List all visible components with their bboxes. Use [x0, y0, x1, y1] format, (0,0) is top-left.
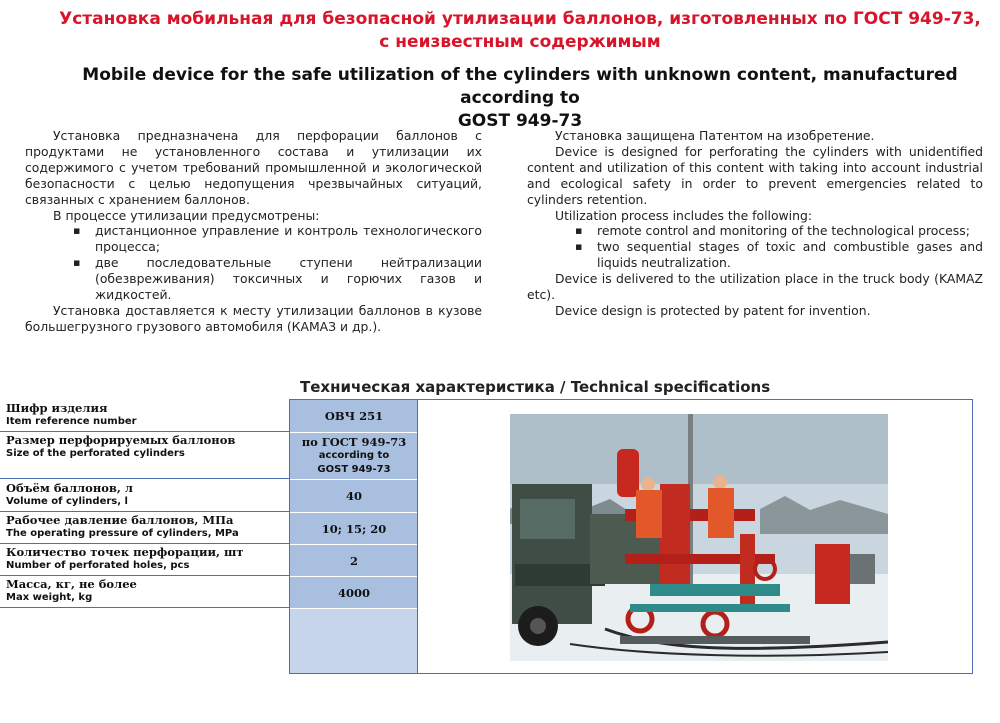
table-row: [0, 576, 289, 608]
description-ru-list: [25, 223, 482, 303]
photo-frame: [417, 399, 973, 674]
spec-value-cell: [290, 513, 418, 545]
spec-value-line3: GOST 949-73: [317, 464, 391, 475]
description-ru-p1: Установка предназначена для перфорации баллонов с продуктами не установленного состава и утилизации их содержимого с учетом требований промышленной и экологической безопасности с целью недопущения чрезвычайных ситуаций, связанных с хранением баллонов.: [25, 128, 482, 207]
specs-title: Техническая характеристика / Technical specifications: [300, 378, 771, 396]
list-item: ▪ две последовательные ступени нейтрализации (обезвреживания) токсичных и горючих газов и жидкостей.: [95, 255, 482, 303]
spec-label-en: Volume of cylinders, l: [6, 496, 128, 507]
list-item: ▪ дистанционное управление и контроль технологического процесса;: [95, 223, 482, 255]
title-ru: [0, 8, 1000, 54]
description-ru-p2: В процессе утилизации предусмотрены:: [53, 207, 320, 223]
spec-value: 40: [345, 489, 362, 503]
title-en: [40, 64, 1000, 133]
patent-note-ru: Установка защищена Патентом на изобретение.: [555, 128, 875, 143]
spec-value-cell: [290, 577, 418, 609]
spec-label-en: Size of the perforated cylinders: [6, 448, 185, 459]
title-en-line2: GOST 949-73: [457, 111, 583, 131]
title-ru-line2: с неизвестным содержимым: [379, 32, 661, 52]
spec-label-ru: Рабочее давление баллонов, МПа: [6, 513, 234, 527]
spec-value-cell: [290, 433, 418, 480]
specs-values: [289, 399, 418, 674]
spec-label-en: The operating pressure of cylinders, MPa: [6, 528, 239, 539]
spec-value-line2: according to: [318, 450, 390, 461]
description-en: [527, 128, 983, 319]
table-row: [0, 399, 289, 432]
spec-value-cell: [290, 545, 418, 577]
list-item: ▪ remote control and monitoring of the technological process;: [597, 223, 983, 239]
spec-label-ru: Объём баллонов, л: [6, 481, 134, 495]
title-en-line1: Mobile device for the safe utilization of the cylinders with unknown content, manufactured according to: [82, 65, 958, 108]
spec-label-en: Item reference number: [6, 416, 137, 427]
description-ru: [25, 128, 482, 335]
spec-value-cell: [290, 400, 418, 433]
table-row: [0, 432, 289, 479]
spec-label-ru: Шифр изделия: [6, 401, 108, 415]
description-en-list: [527, 223, 983, 271]
spec-value-cell: [290, 480, 418, 513]
table-row: [0, 544, 289, 576]
spec-label-en: Number of perforated holes, pcs: [6, 560, 190, 571]
spec-label-ru: Масса, кг, не более: [6, 577, 137, 591]
equipment-photo: [510, 414, 888, 661]
description-en-p1: Device is designed for perforating the cylinders with unidentified content and utilization of this content with taking into account industrial and ecological safety in order to prevent emergencies related to cylinders retention.: [527, 143, 983, 207]
description-en-p4: Device design is protected by patent for invention.: [555, 302, 871, 318]
spec-label-ru: Размер перфорируемых баллонов: [6, 433, 236, 447]
spec-value: ОВЧ 251: [324, 409, 384, 423]
spec-value: 2: [349, 553, 358, 568]
spec-value: 4000: [337, 585, 370, 600]
title-ru-line1: Установка мобильная для безопасной утилизации баллонов, изготовленных по ГОСТ 949-73,: [59, 9, 981, 29]
spec-value: 10; 15; 20: [321, 521, 387, 536]
table-row: [0, 479, 289, 512]
table-row: [0, 512, 289, 544]
list-item: ▪ two sequential stages of toxic and combustible gases and liquids neutralization.: [597, 239, 983, 271]
description-ru-p3: Установка доставляется к месту утилизации баллонов в кузове большегрузного грузового автомобиля (КАМАЗ и др.).: [25, 302, 482, 334]
spec-label-en: Max weight, kg: [6, 592, 93, 603]
description-en-p3: Device is delivered to the utilization place in the truck body (KAMAZ etc).: [527, 271, 983, 303]
spec-value: по ГОСТ 949-73: [301, 435, 407, 449]
description-en-p2: Utilization process includes the following:: [555, 207, 813, 223]
spec-label-ru: Количество точек перфорации, шт: [6, 545, 244, 559]
